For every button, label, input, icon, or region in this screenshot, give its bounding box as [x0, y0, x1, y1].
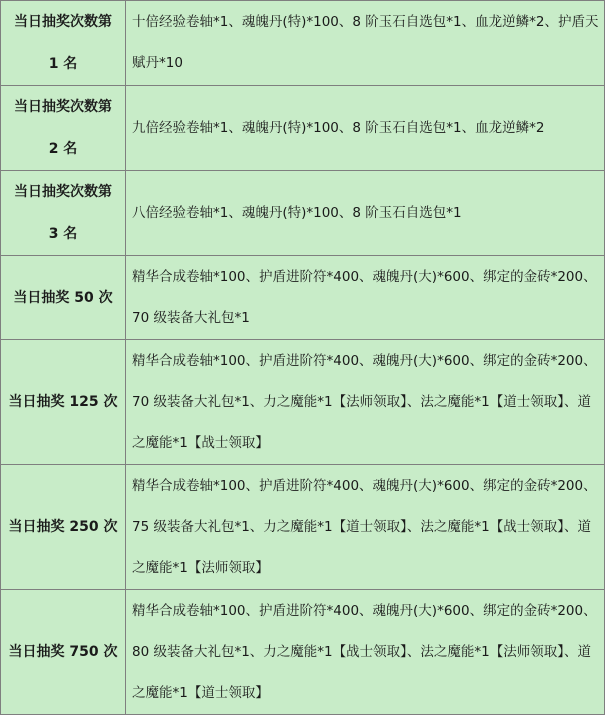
condition-label: 当日抽奖 50 次 [13, 289, 113, 306]
table-row [1, 171, 605, 256]
reward-cell: 九倍经验卷轴*1、魂魄丹(特)*100、8 阶玉石自选包*1、血龙逆鳞*2 [126, 86, 605, 171]
table-row [1, 1, 605, 86]
condition-cell [1, 465, 126, 590]
reward-cell: 精华合成卷轴*100、护盾进阶符*400、魂魄丹(大)*600、绑定的金砖*200、70 级装备大礼包*1、力之魔能*1【法师领取】、法之魔能*1【道士领取】、道之魔能*1【战士领取】 [126, 340, 605, 465]
reward-cell: 十倍经验卷轴*1、魂魄丹(特)*100、8 阶玉石自选包*1、血龙逆鳞*2、护盾天赋丹*10 [126, 1, 605, 86]
condition-label: 当日抽奖次数第 1 名 [14, 14, 112, 72]
reward-cell: 精华合成卷轴*100、护盾进阶符*400、魂魄丹(大)*600、绑定的金砖*200、70 级装备大礼包*1 [126, 256, 605, 340]
condition-label: 当日抽奖 750 次 [8, 644, 118, 660]
table-row [1, 590, 605, 715]
condition-cell [1, 86, 126, 171]
reward-cell: 精华合成卷轴*100、护盾进阶符*400、魂魄丹(大)*600、绑定的金砖*200、75 级装备大礼包*1、力之魔能*1【道士领取】、法之魔能*1【战士领取】、道之魔能*1【法师领取】 [126, 465, 605, 590]
table-row [1, 86, 605, 171]
condition-cell [1, 171, 126, 256]
condition-label: 当日抽奖次数第 2 名 [14, 99, 112, 157]
condition-cell [1, 590, 126, 715]
condition-label: 当日抽奖 125 次 [8, 394, 118, 410]
condition-label: 当日抽奖 250 次 [8, 519, 118, 535]
condition-cell [1, 340, 126, 465]
table-row [1, 256, 605, 340]
reward-cell: 八倍经验卷轴*1、魂魄丹(特)*100、8 阶玉石自选包*1 [126, 171, 605, 256]
condition-cell [1, 1, 126, 86]
table-row [1, 465, 605, 590]
table-row [1, 340, 605, 465]
condition-cell [1, 256, 126, 340]
reward-cell: 精华合成卷轴*100、护盾进阶符*400、魂魄丹(大)*600、绑定的金砖*200、80 级装备大礼包*1、力之魔能*1【战士领取】、法之魔能*1【法师领取】、道之魔能*1【道士领取】 [126, 590, 605, 715]
condition-label: 当日抽奖次数第 3 名 [14, 184, 112, 242]
